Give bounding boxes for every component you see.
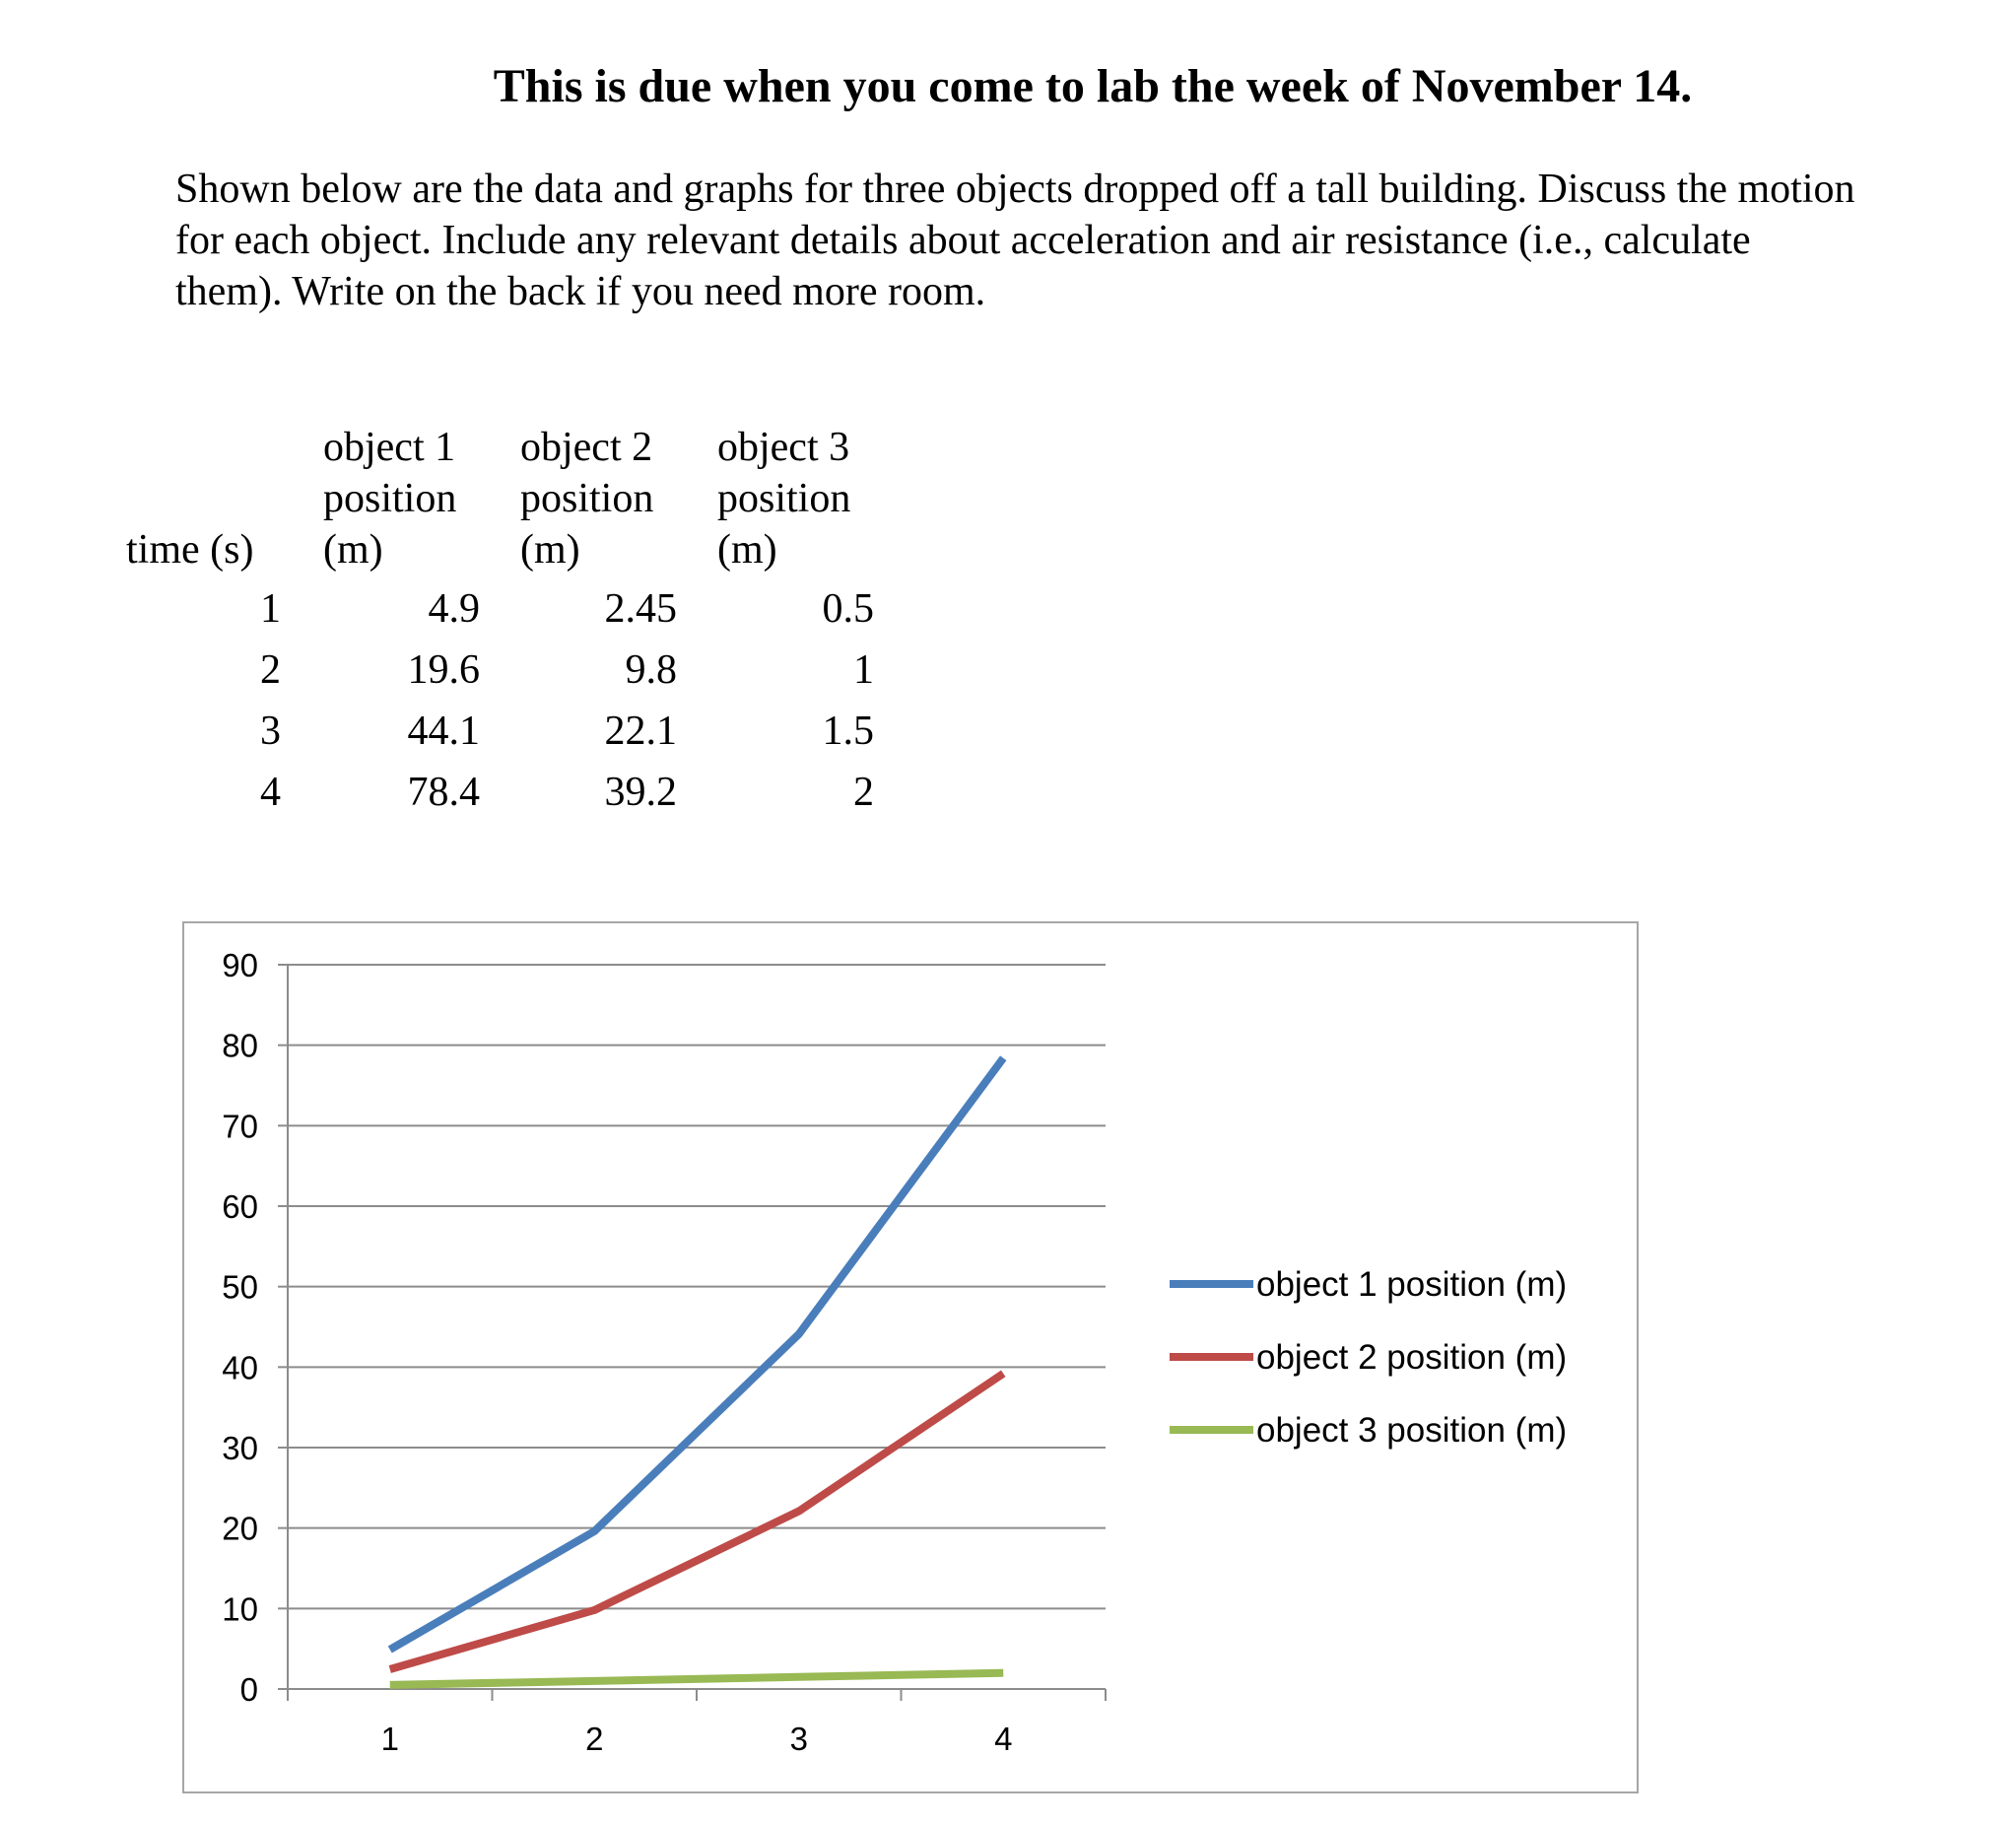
object2-cell: 39.2 <box>604 770 677 815</box>
line-chart <box>182 921 1639 1793</box>
x-tick-label: 3 <box>789 1721 808 1757</box>
object2-header-line3: (m) <box>520 527 580 573</box>
object3-header-line2: position <box>717 476 851 521</box>
y-tick-label: 30 <box>222 1430 258 1466</box>
y-tick-label: 70 <box>222 1108 258 1145</box>
x-tick-label: 2 <box>585 1721 604 1757</box>
legend-label: object 1 position (m) <box>1256 1265 1568 1304</box>
x-tick-label: 4 <box>994 1721 1013 1757</box>
y-tick-label: 90 <box>222 947 258 983</box>
object2-cell: 9.8 <box>625 647 677 693</box>
object1-cell: 4.9 <box>428 586 480 632</box>
y-tick-label: 50 <box>222 1268 258 1306</box>
object3-cell: 1 <box>853 647 874 693</box>
page-title: This is due when you come to lab the week of November 14. <box>493 60 1693 112</box>
series-line-object-2 <box>390 1374 1004 1669</box>
y-tick-label: 40 <box>222 1349 258 1386</box>
legend-label: object 3 position (m) <box>1256 1411 1568 1450</box>
instructions-line-3: them). Write on the back if you need more room. <box>175 269 986 314</box>
time-header: time (s) <box>126 527 254 573</box>
y-tick-label: 80 <box>222 1027 258 1064</box>
object1-cell: 44.1 <box>407 709 480 754</box>
series-line-object-3 <box>390 1673 1004 1685</box>
time-cell: 3 <box>260 709 281 754</box>
object1-header-line2: position <box>323 476 457 521</box>
object3-cell: 1.5 <box>822 709 874 754</box>
instructions-line-2: for each object. Include any relevant details about acceleration and air resistance (i.e., calculate <box>175 218 1751 263</box>
object3-cell: 2 <box>853 770 874 815</box>
x-tick-label: 1 <box>380 1721 399 1757</box>
y-tick-label: 10 <box>222 1590 258 1628</box>
legend-label: object 2 position (m) <box>1256 1338 1568 1377</box>
object3-cell: 0.5 <box>822 586 874 632</box>
y-tick-label: 60 <box>222 1188 258 1225</box>
instructions-line-1: Shown below are the data and graphs for three objects dropped off a tall building. Discuss the motion <box>175 167 1855 212</box>
object1-cell: 78.4 <box>407 770 480 815</box>
object2-cell: 2.45 <box>604 586 677 632</box>
data-table <box>0 0 2016 887</box>
y-tick-label: 20 <box>222 1510 258 1547</box>
object2-header-line1: object 2 <box>520 425 653 470</box>
object2-header-line2: position <box>520 476 654 521</box>
object1-header-line3: (m) <box>323 527 383 573</box>
object3-header-line3: (m) <box>717 527 777 573</box>
time-cell: 1 <box>260 586 281 632</box>
time-cell: 4 <box>260 770 281 815</box>
object1-header-line1: object 1 <box>323 425 456 470</box>
y-tick-label: 0 <box>239 1671 258 1708</box>
time-cell: 2 <box>260 647 281 693</box>
object2-cell: 22.1 <box>604 709 677 754</box>
object3-header-line1: object 3 <box>717 425 850 470</box>
object1-cell: 19.6 <box>407 647 480 693</box>
chart-canvas <box>184 923 1637 1791</box>
